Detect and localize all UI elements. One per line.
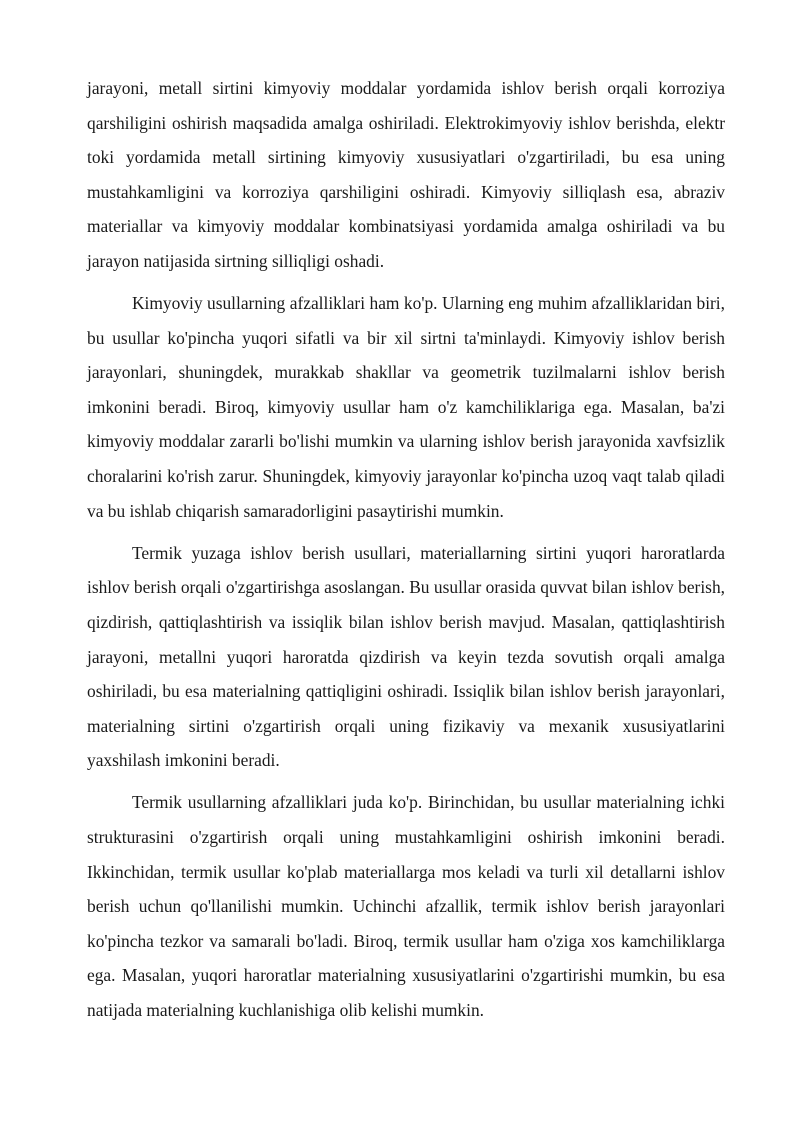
paragraph-chemical-advantages: Kimyoviy usullarning afzalliklari ham ko'p. Ularning eng muhim afzalliklaridan biri, bu usullar ko'pincha yuqori sifatli va bir xil sirtni ta'minlaydi. Kimyoviy ishlov berish jarayonlari, shuningdek, murakkab shakllar va geometrik tuzilmalarni ishlov berish imkonini beradi. Biroq, kimyoviy usullar ham o'z kamchiliklariga ega. Masalan, ba'zi kimyoviy moddalar zararli bo'lishi mumkin va ularning ishlov berish jarayonida xavfsizlik choralarini ko'rish zarur. Shuningdek, kimyoviy jarayonlar ko'pincha uzoq vaqt talab qiladi va bu ishlab chiqarish samaradorligini pasaytirishi mumkin. xyxy=(87,293,725,521)
paragraph-continuation: jarayoni, metall sirtini kimyoviy moddalar yordamida ishlov berish orqali korroziya qarshiligini oshirish maqsadida amalga oshiriladi. Elektrokimyoviy ishlov berishda, elektr toki yordamida metall sirtining kimyoviy xususiyatlari o'zgartiriladi, bu esa uning mustahkamligini va korroziya qarshiligini oshiradi. Kimyoviy silliqlash esa, abraziv materiallar va kimyoviy moddalar kombinatsiyasi yordamida amalga oshiriladi va bu jarayon natijasida sirtning silliqligi oshadi. xyxy=(87,78,725,271)
document-page xyxy=(87,71,725,1035)
paragraph-thermal-advantages: Termik usullarning afzalliklari juda ko'p. Birinchidan, bu usullar materialning ichki strukturasini o'zgartirish orqali uning mustahkamligini oshirish imkonini beradi. Ikkinchidan, termik usullar ko'plab materiallarga mos keladi va turli xil detallarni ishlov berish uchun qo'llanilishi mumkin. Uchinchi afzallik, termik ishlov berish jarayonlari ko'pincha tezkor va samarali bo'ladi. Biroq, termik usullar ham o'ziga xos kamchiliklarga ega. Masalan, yuqori haroratlar materialning xususiyatlarini o'zgartirishi mumkin, bu esa natijada materialning kuchlanishiga olib kelishi mumkin. xyxy=(87,792,725,1020)
paragraph-thermal-methods: Termik yuzaga ishlov berish usullari, materiallarning sirtini yuqori haroratlarda ishlov berish orqali o'zgartirishga asoslangan. Bu usullar orasida quvvat bilan ishlov berish, qizdirish, qattiqlashtirish va issiqlik bilan ishlov berish mavjud. Masalan, qattiqlashtirish jarayoni, metallni yuqori haroratda qizdirish va keyin tezda sovutish orqali amalga oshiriladi, bu esa materialning qattiqligini oshiradi. Issiqlik bilan ishlov berish jarayonlari, materialning sirtini o'zgartirish orqali uning fizikaviy va mexanik xususiyatlarini yaxshilash imkonini beradi. xyxy=(87,542,725,771)
